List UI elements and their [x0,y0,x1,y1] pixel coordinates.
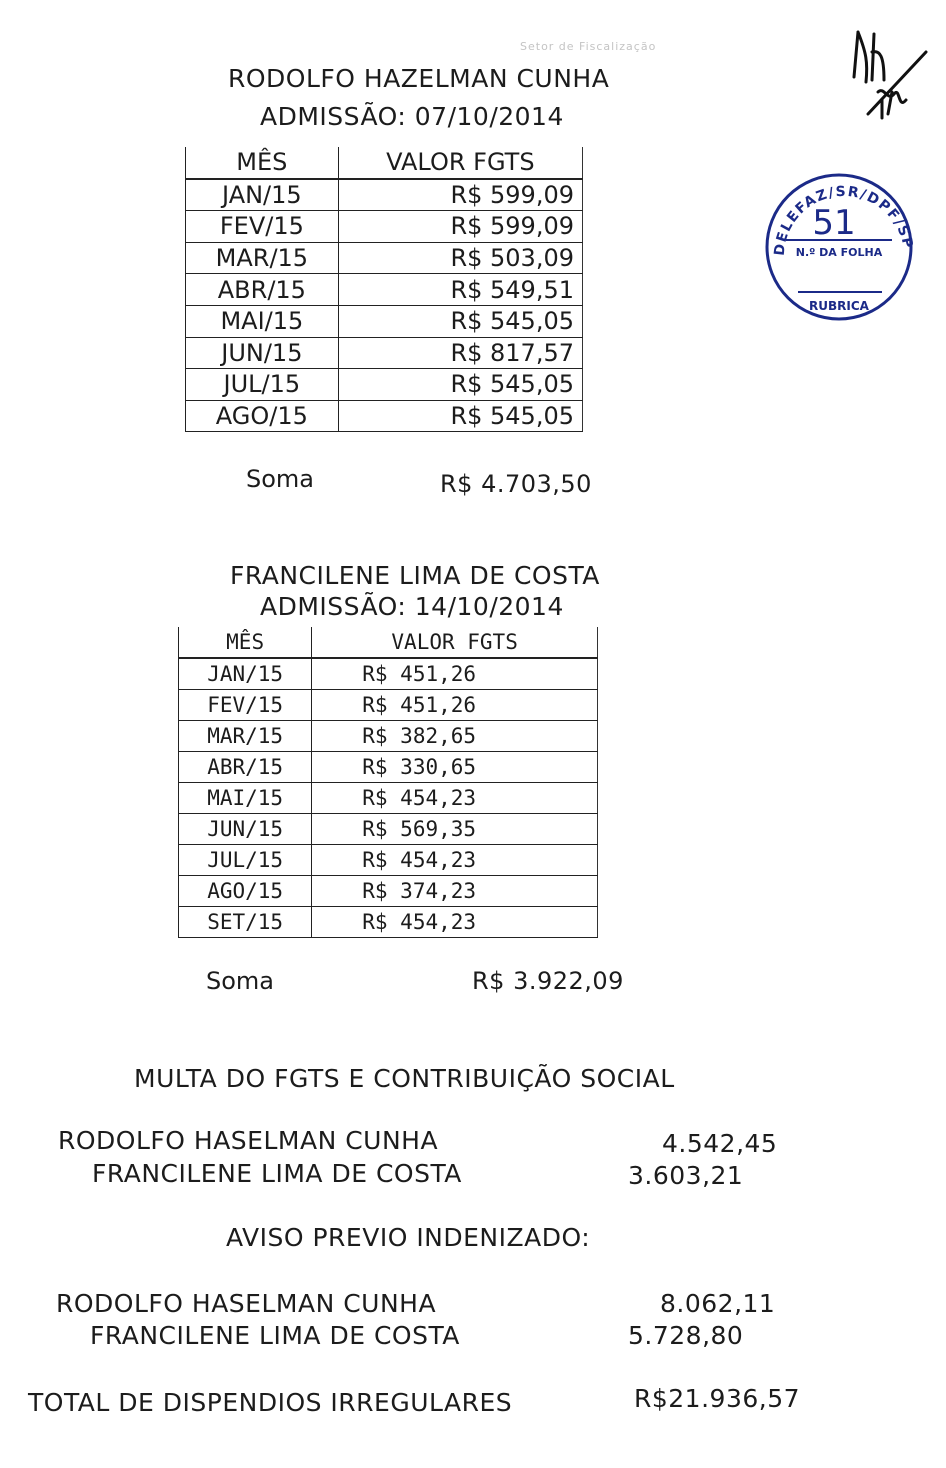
month-cell: FEV/15 [186,211,339,243]
stamp-number: 51 [812,203,856,243]
value-cell: R$ 374,23 [312,876,598,907]
col-header-value: VALOR FGTS [312,627,598,658]
value-cell: R$ 817,57 [338,337,582,369]
table-row [179,845,598,876]
aviso-title: AVISO PREVIO INDENIZADO: [226,1223,591,1252]
aviso-line2-value: 5.728,80 [628,1321,744,1350]
employee2-sum-value: R$ 3.922,09 [472,967,624,995]
total-value: R$21.936,57 [634,1384,801,1413]
month-cell: SET/15 [179,907,312,938]
table-row [179,690,598,721]
handwritten-initials-mark [848,22,928,122]
col-header-month: MÊS [186,147,339,179]
total-label: TOTAL DE DISPENDIOS IRREGULARES [28,1388,513,1417]
aviso-line1-name: RODOLFO HASELMAN CUNHA [56,1289,437,1318]
stamp-rubrica-label: RUBRICA [809,299,869,313]
multa-title: MULTA DO FGTS E CONTRIBUIÇÃO SOCIAL [134,1064,675,1093]
table-row [186,337,583,369]
table-header-row [179,627,598,658]
month-cell: JUL/15 [179,845,312,876]
multa-line1-value: 4.542,45 [662,1129,778,1158]
value-cell: R$ 569,35 [312,814,598,845]
value-cell: R$ 451,26 [312,690,598,721]
table-header-row [186,147,583,179]
table-row [186,400,583,432]
table-row [186,242,583,274]
aviso-line1-value: 8.062,11 [660,1289,776,1318]
table-row [179,876,598,907]
stamp-ring-text: DELEFAZ/SR/DPF/SP [771,183,916,257]
value-cell: R$ 330,65 [312,752,598,783]
month-cell: JAN/15 [186,179,339,211]
table-row [186,179,583,211]
month-cell: JAN/15 [179,658,312,690]
table-row [179,752,598,783]
employee1-sum-value: R$ 4.703,50 [440,470,592,498]
faint-header-text: Setor de Fiscalização [520,40,657,53]
table-row [186,305,583,337]
multa-line2-value: 3.603,21 [628,1161,744,1190]
stamp-folha-label: N.º DA FOLHA [795,246,883,259]
value-cell: R$ 545,05 [338,400,582,432]
table-row [186,274,583,306]
official-stamp [762,170,916,324]
value-cell: R$ 454,23 [312,845,598,876]
col-header-value: VALOR FGTS [338,147,582,179]
multa-line2-name: FRANCILENE LIMA DE COSTA [92,1159,462,1188]
month-cell: MAI/15 [179,783,312,814]
table-row [179,721,598,752]
value-cell: R$ 599,09 [338,179,582,211]
month-cell: FEV/15 [179,690,312,721]
month-cell: MAI/15 [186,305,339,337]
employee1-fgts-table [185,147,583,432]
value-cell: R$ 599,09 [338,211,582,243]
employee1-sum-label: Soma [246,465,315,493]
employee2-name: FRANCILENE LIMA DE COSTA [230,561,600,590]
employee2-admission: ADMISSÃO: 14/10/2014 [260,592,564,621]
value-cell: R$ 545,05 [338,369,582,401]
month-cell: AGO/15 [186,400,339,432]
employee2-fgts-table [178,627,598,938]
month-cell: JUN/15 [179,814,312,845]
table-row [179,907,598,938]
value-cell: R$ 545,05 [338,305,582,337]
month-cell: MAR/15 [179,721,312,752]
table-row [186,211,583,243]
value-cell: R$ 382,65 [312,721,598,752]
month-cell: MAR/15 [186,242,339,274]
multa-line1-name: RODOLFO HASELMAN CUNHA [58,1126,439,1155]
aviso-line2-name: FRANCILENE LIMA DE COSTA [90,1321,460,1350]
table-row [179,814,598,845]
value-cell: R$ 503,09 [338,242,582,274]
month-cell: AGO/15 [179,876,312,907]
month-cell: JUN/15 [186,337,339,369]
table-row [179,783,598,814]
table-row [186,369,583,401]
employee1-name: RODOLFO HAZELMAN CUNHA [228,64,610,93]
value-cell: R$ 451,26 [312,658,598,690]
col-header-month: MÊS [179,627,312,658]
value-cell: R$ 454,23 [312,907,598,938]
month-cell: JUL/15 [186,369,339,401]
month-cell: ABR/15 [186,274,339,306]
employee1-admission: ADMISSÃO: 07/10/2014 [260,102,564,131]
month-cell: ABR/15 [179,752,312,783]
employee2-sum-label: Soma [206,967,275,995]
table-row [179,658,598,690]
value-cell: R$ 454,23 [312,783,598,814]
value-cell: R$ 549,51 [338,274,582,306]
